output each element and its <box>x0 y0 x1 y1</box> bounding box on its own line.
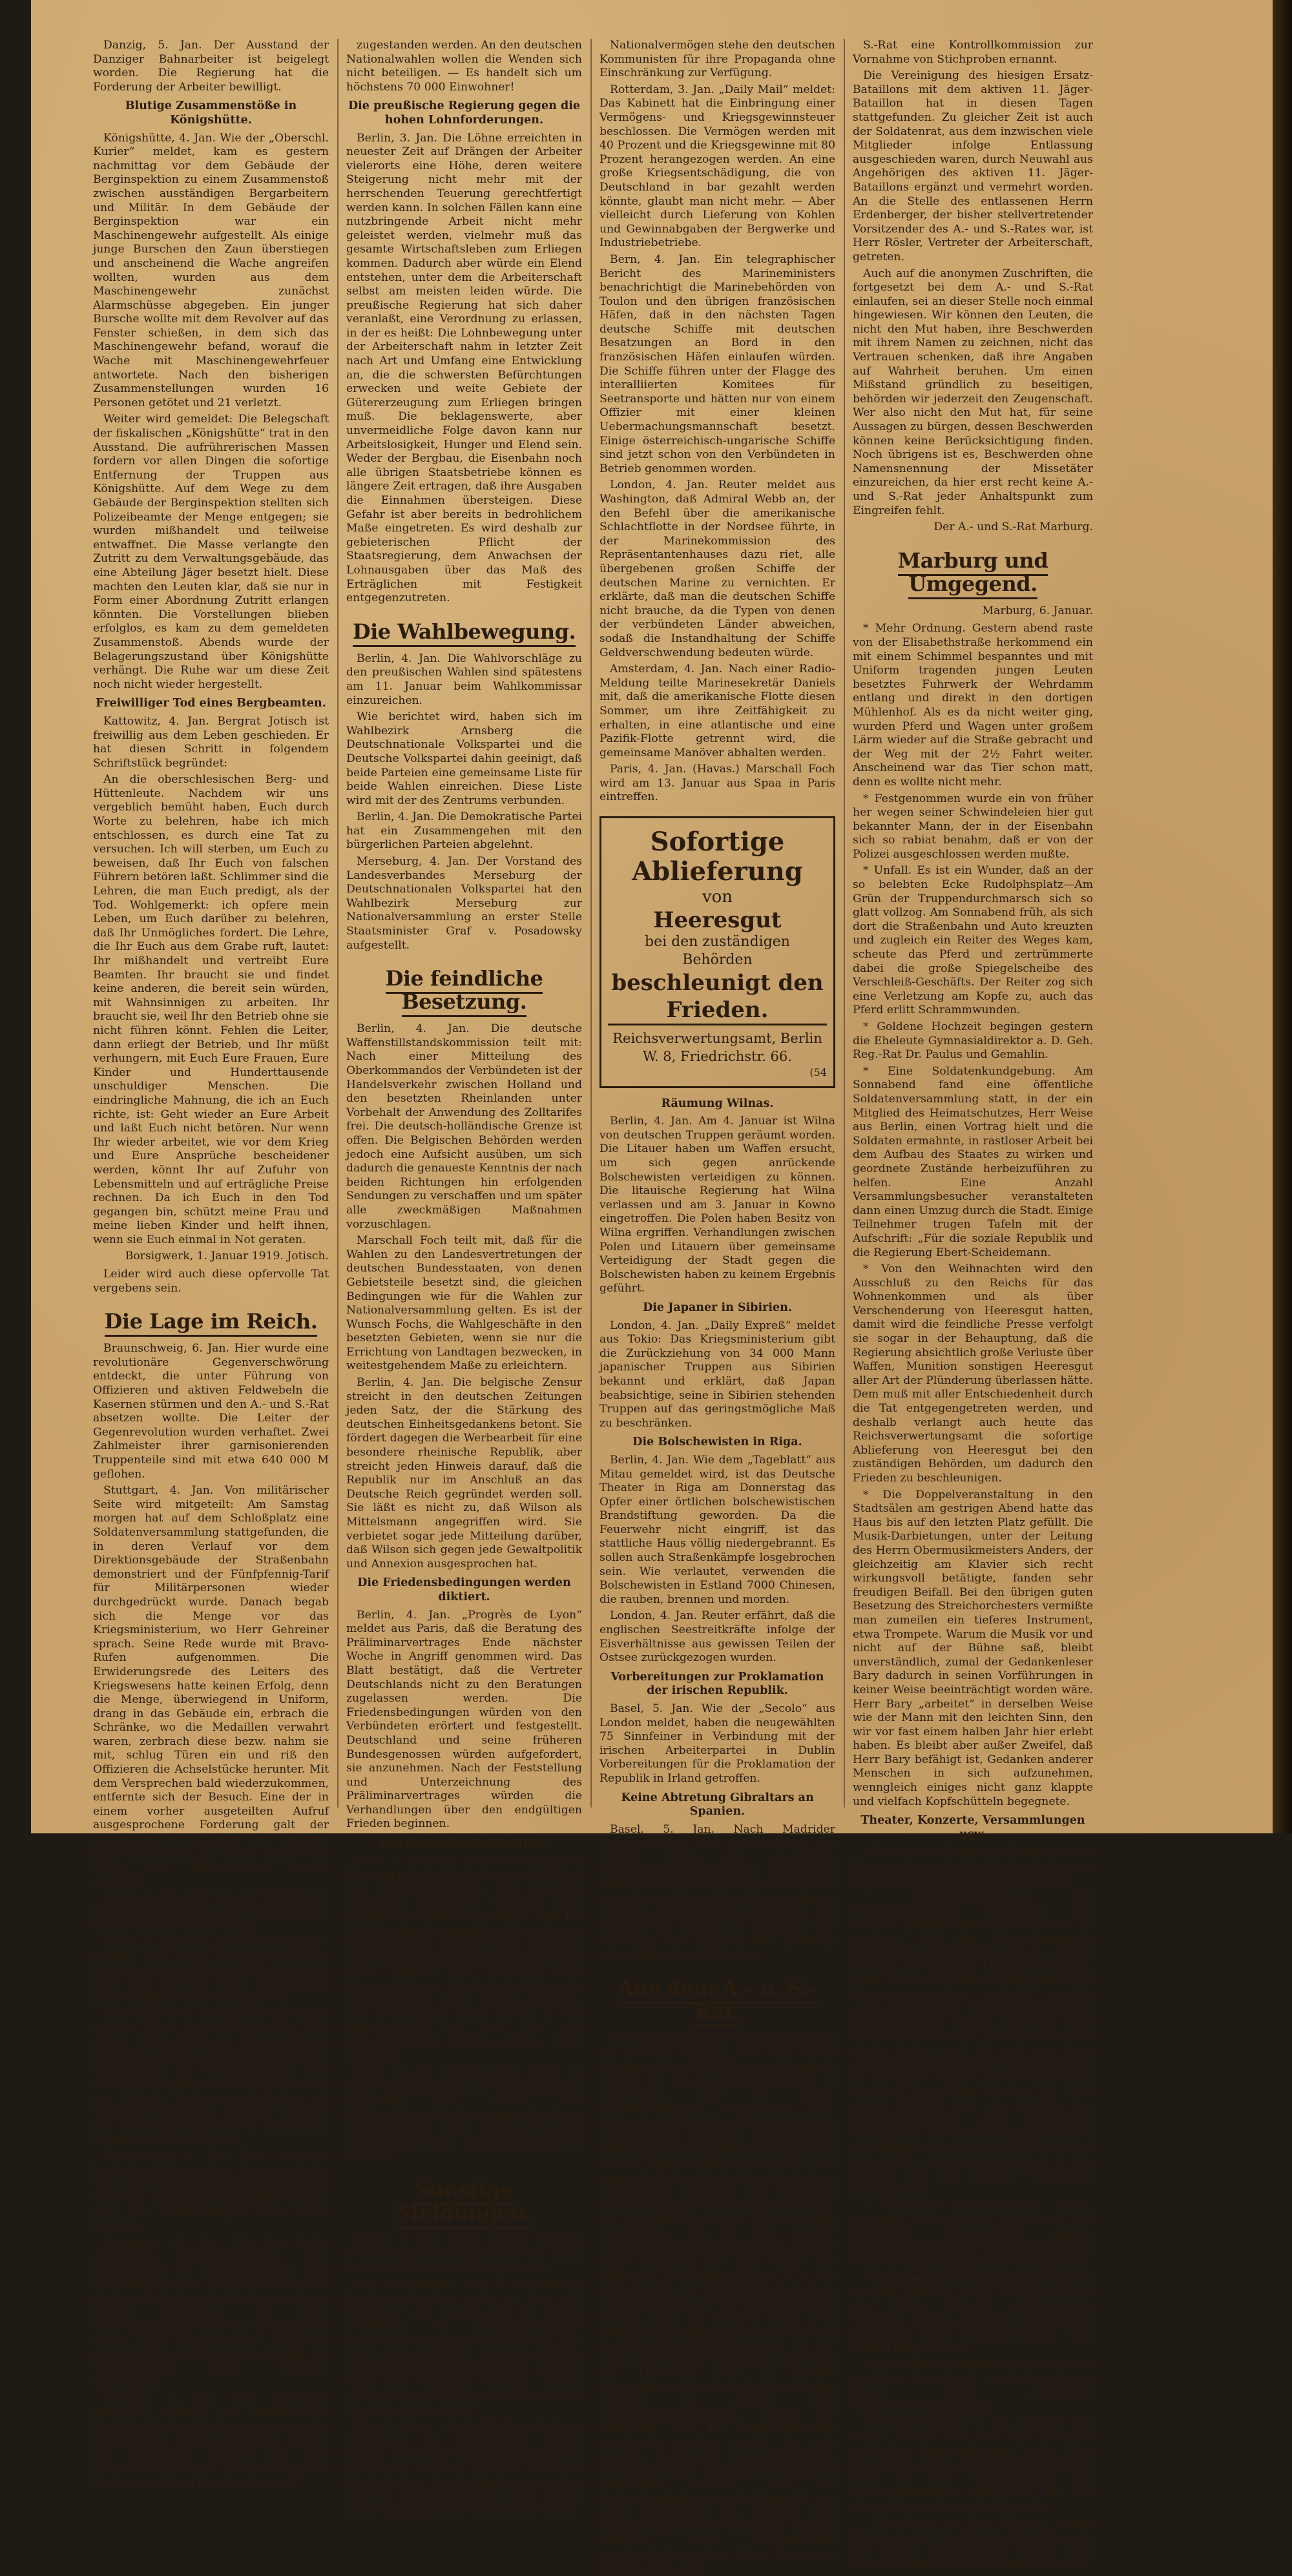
article-paragraph: Bern, 4. Jan. Ein telegraphischer Bericht des Marineministers benachrichtigt die Marinebehörden von Toulon und den übrigen französischen Häfen, daß in den nächsten Tagen deutsche Schiffe mit deutschen Besatzungen an Bord in den französischen Häfen einlaufen würden. Die Schiffe führen unter der Flagge des interalliierten Komitees für Seetransporte und hätten nur von einem Offizier mit einer kleinen Uebermachungsmannschaft besetzt. Einige österreichisch-ungarische Schiffe sind jetzt schon von den Verbündeten in Betrieb genommen worden. <box>599 252 835 475</box>
article-paragraph: . Hachborn, 4. Jan. Als im letzten Sommer auch in unseren Kirchlein auch die Glocke abgenommen wurde, hatte man dies in der Gemeinde sehr bedauert. <box>853 2517 1093 2572</box>
letter-signature: Borsigwerk, 1. Januar 1919. Jotisch. <box>125 1250 329 1263</box>
newspaper-page <box>31 0 1273 2575</box>
article-paragraph: * Deutsche Demokratische Partei. Dienstag abend 8 Uhr spricht in den Stadtsälen Bürgermeister Luppe-Frankfurt, der auf der Kandidatenliste für Hessen-Nassau steht. Siehe Anzeigenteil. <box>853 2200 1093 2269</box>
dateline: Marburg, 6. Januar. <box>982 604 1093 617</box>
article-paragraph: London, 4. Jan. Reuter erfährt, daß die englischen Seestreitkräfte infolge der Eisverhältnisse aus gewissen Teilen der Ostsee zurückgezogen wurden. <box>599 1609 835 1665</box>
article-subheading: Die Bolschewisten in Riga. <box>632 1436 802 1449</box>
article-paragraph: Paris, 4. Jan. (Havas.) Das „Echo de Paris“ sagt bezüglich der Uebergabe der Zeppeline auf Grund der Waffenstillstandsbedingungen, daß diese wahrscheinlich durch eigenes Personal nach England und Frankreich gefahren werden. <box>346 2066 582 2163</box>
section-heading: Sonstige Meldungen. <box>346 2178 582 2225</box>
column-divider <box>337 39 339 1808</box>
article-paragraph: Berlin, 4. Jan. Die deutsche Waffenstillstandskommission teilt mit: Nach einer Mitteilung des Oberkommandos der Verbündeten ist der Handelsverkehr zwischen Holland und den besetzten Rheinlanden unter Vorbehalt der Anwendung des Zolltarifes frei. Die deutsch-holländische Grenze ist offen. Die Belgischen Behörden werden jedoch eine Aufsicht ausüben, um sich dadurch die genaueste Kenntnis der nach beiden Richtungen hin erfolgenden Sendungen zu verschaffen und um später alle zweckmäßigen Maßnahmen vorzuschlagen. <box>346 1022 582 1231</box>
article-paragraph: Berlin, 4. Jan. Am 4. Januar ist Wilna von deutschen Truppen geräumt worden. Die Litauer haben um Waffen ersucht, um sich gegen anrückende Bolschewisten verteidigen zu können. Die litauische Regierung hat Wilna verlassen und am 3. Januar in Kowno eingetroffen. Die Polen haben Besitz von Wilna ergriffen. Verhandlungen zwischen Polen und Litauern über gemeinsame Verteidigung der Stadt gegen die Bolschewisten haben zu keinem Ergebnis geführt. <box>599 1115 835 1295</box>
section-heading: Die feindliche Besetzung. <box>346 967 582 1013</box>
column-1 <box>93 39 329 2489</box>
article-paragraph: * Goldene Hochzeit begingen gestern die Eheleute Gymnasialdirektor a. D. Geh. Reg.-Rat Dr. Paulus und Gemahlin. <box>853 1020 1093 1062</box>
article-paragraph: Vor kurzem ging die Mitteilung durch die hiesige Presse, daß der Stadt Marburg allein 23 000 Zentner Kartoffeln fehlten. Es ist als unverantwortlich zu bezeichnen, daß in dieser gewitterschwülen, erregbaren Zeit, solche beunruhigende Alarmnachrichten von berufener Seite der Oeffentlichkeit übergeben werden. Jeder Leser mußte in diesem Falle annehmen, daß für den augenblicklichen Bedarf der Stadt diese ungeheuren Summen an Kartoffeln ausfielen. Das ist durchaus nicht richtig, da der Stadt keinerlei Entbehrungen bevorstehen. Die 23 000 Zentner Kartoffeln sind der Restbestand, den der Kreis Marburg bis zum Ende des laufenden Verpflegungsjahres, d. h. bis August 1919, der hiesigen Stadt noch zu liefern hat. Und wie die Kreisverwaltung mitteilt, sind im hiesigen Kreis noch genügend Vorräte vorhanden. Die Stadt zu liefernden Kartoffeln ist so bei der Stadt noch immer vorhanden; aber weil die Lieferung jetzt in großen Einquartierung an dem Lande und den Mangel an Zufuhr- und Transportmöglichkeiten, infolge der Witterung, auf die Frühjahrsmonate verschoben werden mußte. Da sich einzelne Gemeinden geweigert haben, die festgesetzten Summen zu liefern, ist angeordnet worden, daß die Bestandsaufnahmen unter Kontrolle von einer Kommission des Arbeiter- und Bauernrates, Rat der Arbeiterrat und des Arbeiter- und Soldatenrates durchgeführt werden. Dem Bauernrat, die hiesige A.- und <box>599 2032 835 2575</box>
article-subheading: Theater, Konzerte, Versammlungen usw. <box>860 1814 1085 1841</box>
article-paragraph: Merseburg, 4. Jan. Der Vorstand des Landesverbandes Merseburg der Deutschnationalen Volkspartei hat den Wahlbezirk Merseburg zur Nationalversammlung an erster Stelle Staatsminister Graf v. Posadowsky aufgestellt. <box>346 855 582 952</box>
article-paragraph: Danzig, 5. Jan. Der Ausstand der Danziger Bahnarbeiter ist beigelegt worden. Die Regierung hat die Forderung der Arbeiter bewilligt. <box>93 39 329 94</box>
article-subheading: Die preußische Regierung gegen die hohen Lohnforderungen. <box>348 99 581 127</box>
article-paragraph: Berlin, 4. Jan. Die belgische Zensur streicht in den deutschen Zeitungen jeden Satz, der die Stärkung des deutschen Einheitsgedankens betont. Sie fördert dagegen die Werbearbeit für eine besondere rheinische Republik, aber streicht jeden Hinweis darauf, daß die Republik nur im Anschluß an das Deutsche Reich gegründet werden soll. Sie läßt es nicht zu, daß Wilson als Mittelsmann angegriffen wird. Sie verbietet sogar jede Mitteilung darüber, daß Wilson sich gegen jede Gewaltpolitik und Annexion ausgesprochen hat. <box>346 1376 582 1571</box>
article-paragraph: Berlin, 4. Jan. Prinz August Wilhelm von Preußen ist in den Dienst der Benz-Automobil-Gesellschaft eingetreten. <box>346 2233 582 2274</box>
article-paragraph: Rotterdam, 3. Jan. „Daily Mail“ meldet: Das Kabinett hat die Einbringung einer Vermögens- und Kriegsgewinnsteuer beschlossen. Die Vermögen werden mit 40 Prozent und die Kriegsgewinne mit 80 Prozent herangezogen werden. An eine große Kriegsentschädigung, die von Deutschland in bar gezahlt werden könnte, glaubt man nicht mehr. — Aber vielleicht durch Lieferung von Kohlen und Gewinnabgaben der Bergwerke und Industriebetriebe. <box>599 83 835 250</box>
article-signature: Der A.- und S.-Rat Marburg. <box>933 520 1093 534</box>
ad-connector: von <box>702 887 733 907</box>
article-paragraph: Wie berichtet wird, haben sich im Wahlbezirk Arnsberg die Deutschnationale Volkspartei und die Deutsche Volkspartei dahin geeinigt, daß beide Parteien eine gemeinsame Liste für beide Wahlen einreichen. Diese Liste wird mit der des Zentrums verbunden. <box>346 710 582 807</box>
column-4 <box>853 39 1093 2572</box>
section-heading: Marburg und Umgegend. <box>853 549 1093 595</box>
article-paragraph: Berlin, 4. Jan. Die Wahlvorschläge zu den preußischen Wahlen sind spätestens am 11. Januar beim Wahlkommissar einzureichen. <box>346 652 582 707</box>
article-subheading: Keine Abtretung Gibraltars an Spanien. <box>621 1791 814 1819</box>
article-paragraph: Basel, 4. Jan. „Daily Mail“ meldet aus Stockholm: Im Petersburger Sowjet wurde von dem Volksbeauftragten für Petersburg bekannt gegeben, daß die Revolution in Deutschland zu erwarten sei. Die Revolution könne nicht länger mehr aufgehalten werden. Das russische <box>346 2420 582 2517</box>
article-paragraph: Der Vorsitzende des v. Kleistschen Familienverbandes gibt in der „D. Tageszig.“ die Namen der im Kriege gefallenen 16 Familienmitglieder bekannt (darunter 2 Generäle) und fügt hinzu: Sie sind nicht umsonst gefallen, denn sie durften noch glauben, daß das Wort zur Wahrheit werden würde: „Nimmer wird das Reich zerstöret, wenn ihr einig seid und treu.“ <box>346 2278 582 2416</box>
article-paragraph: Berlin, 4. Jan. Die Demokratische Partei hat ein Zusammengehen mit den bürgerlichen Parteien abgelehnt. <box>346 810 582 852</box>
article-paragraph: * Eine Soldatenkundgebung. Am Sonnabend fand eine öffentliche Soldatenversammlung statt, in der ein Mitglied des Heimatschutzes, Herr Weise aus Berlin, einen Vortrag hielt und die Soldaten ermahnte, in rastloser Arbeit bei dem Aufbau des Staates zu wirken und geordnete Zustände herbeizuführen zu helfen. Eine Anzahl Versammlungsbesucher veranstalteten dann einen Umzug durch die Stadt. Einige Teilnehmer trugen Tafeln mit der Aufschrift: „Für die soziale Republik und die Regierung Ebert-Scheidemann. <box>853 1064 1093 1259</box>
article-paragraph: * Mehr Ordnung. Gestern abend raste von der Elisabethstraße herkommend ein mit einem Schimmel bespanntes und mit Uniform tragenden jungen Leuten besetztes Fuhrwerk der Wehrdamm entlang und direkt in den dortigen Mühlenhof. Als es da nicht weiter ging, wurden Pferd und Wagen unter großem Lärm wieder auf die Straße gebracht und der Weg mit der 2½ Fahrt weiter. Anscheinend war das Tier schon matt, denn es wollte nicht mehr. <box>853 622 1093 788</box>
advertisement-box <box>599 816 835 1088</box>
ad-main-line: Heeresgut <box>653 907 782 934</box>
article-paragraph: Die Vereinigung des hiesigen Ersatz-Bataillons mit dem aktiven 11. Jäger-Bataillon hat in diesen Tagen stattgefunden. Zu gleicher Zeit ist auch der Soldatenrat, aus dem inzwischen viele Mitglieder infolge Entlassung ausgeschieden waren, durch Neuwahl aus Angehörigen des aktiven 11. Jäger-Bataillons ergänzt und vermehrt worden. An die Stelle des entlassenen Herrn Erdenberger, der bisher stellvertretender Vorsitzender des A.- und S.-Rates war, ist Herr Rösler, Vertreter der Arbeiterschaft, getreten. <box>853 69 1093 263</box>
article-paragraph: An die oberschlesischen Berg- und Hüttenleute. Nachdem wir uns vergeblich bemüht haben, Euch durch Worte zu belehren, habe ich mich entschlossen, es durch eine Tat zu versuchen. Ich will sterben, um Euch zu beweisen, daß Ihr Euch von falschen Führern betören laßt. Schlimmer sind die Lehren, die man Euch predigt, als der Tod. Wohlgemerkt: ich opfere mein Leben, um Euch darüber zu belehren, daß Ihr Unmögliches fordert. Die Lehre, die Ihr Euch aus dem Grabe ruft, lautet: Ihr mißhandelt und vertreibt Eure Beamten. Ihr braucht sie und findet keine anderen, die bereit sein würden, mit Wahnsinnigen zu arbeiten. Ihr braucht sie, weil Ihr den Betrieb ohne sie nicht führen könnt. Fehlen die Leiter, dann erliegt der Betrieb, und Ihr müßt verhungern, mit Euch Eure Frauen, Eure Kinder und Hunderttausende unschuldiger Menschen. Die eindringliche Mahnung, die ich an Euch richte, ist: Geht wieder an Eure Arbeit und laßt Euch nicht betören. Nur wenn Ihr wieder arbeitet, wie vor dem Krieg und Eure Ansprüche bescheidener werden, könnt Ihr auf Zufuhr von Lebensmitteln und auf erträgliche Preise rechnen. Da ich Euch in den Tod gegangen bin, schützt meine Frau und meine lieben Kinder und helft ihnen, wenn sie Euch einmal in Not geraten. <box>93 773 329 1246</box>
article-paragraph: * Volkstümlicher Vortragsabend. Auf die morgen Dienstag abend 8 Uhr im Saale des Kaffee Quentin stattfindenden Vorträge unseres beliebten heimischen Künstlers, Herrn Philipp Ströbel, wird einmal hingewiesen. <box>853 2272 1093 2355</box>
article-paragraph: Königshütte, 4. Jan. Wie der „Oberschl. Kurier“ meldet, kam es gestern nachmittag vor dem Gebäude der Berginspektion zu einem Zusammenstoß zwischen ausständigen Bergarbeitern und Militär. In dem Gebäude der Berginspektion war ein Maschinengewehr aufgestellt. Als einige junge Burschen den Zaun überstiegen und anscheinend die Wache angreifen wollten, wurden aus dem Maschinengewehr zunächst Alarmschüsse abgegeben. Ein junger Bursche wollte mit dem Revolver auf das Fenster schießen, in dem sich das Maschinengewehr befand, worauf die Wache mit Maschinengewehrfeuer antwortete. Nach den bisherigen Zusammenstellungen wurden 16 Personen getötet und 21 verletzt. <box>93 131 329 409</box>
article-paragraph: Königsberg, 3. Jan. Der weilende Landwirtschaftsminister Braun äußerte sich: Mit Polen wird es hier nicht soweit, wenn wir militärisch eingegriffen hätten, was die Unabhängigen aber nicht zuließen. <box>93 2150 329 2233</box>
column-divider <box>844 39 845 1808</box>
article-paragraph: * Der landwirtschaftliche Verein hält am nächsten Sonnabend im Lederer'schen Saale seine diesjährige Wintersversammlung ab. <box>853 2358 1093 2413</box>
section-heading: Aus dem A.- u. S.-Rat. <box>599 1977 835 2023</box>
article-paragraph: Berlin, 3. Jan. Die Löhne erreichten in neuester Zeit auf Drängen der Arbeiter vielerorts eine Höhe, deren weitere Steigerung nicht mehr mit der herrschenden Teuerung gerechtfertigt werden kann. In solchen Fällen kann eine nutzbringende Arbeit nicht mehr geleistet werden, vielmehr muß das gesamte Wirtschaftsleben zum Erliegen kommen. Dadurch aber würde ein Elend entstehen, unter dem die Arbeiterschaft selbst am meisten leiden würde. Die preußische Regierung hat sich daher veranlaßt, eine Verordnung zu erlassen, in der es heißt: Die Lohnbewegung unter der Arbeiterschaft nahm in letzter Zeit nach Art und Umfang eine Entwicklung an, die die schwersten Befürchtungen erwecken und weite Gebiete der Gütererzeugung zum Erliegen bringen muß. Die beklagenswerte, aber unvermeidliche Folge davon kann nur Arbeitslosigkeit, Hunger und Elend sein. Weder der Bergbau, die Eisenbahn noch alle übrigen Staatsbetriebe können es längere Zeit ertragen, daß ihre Ausgaben die Einnahmen übersteigen. Diese Gefahr ist aber bereits in bedrohlichem Maße eingetreten. Es wird deshalb zur gebieterischen Pflicht der Staatsregierung, dem Anwachsen der Lohnausgaben über das Maß des Erträglichen mit Festigkeit entgegenzutreten. <box>346 131 582 605</box>
article-paragraph: London, 4. Jan. Reuter meldet aus Washington, daß Admiral Webb an, der den Befehl über die amerikanische Schlachtflotte in der Nordsee führte, in der Marinekommission des Repräsentantenhauses dazu riet, alle übergebenen großen Schiffe der deutschen Marine zu vernichten. Er erklärte, daß man die deutschen Schiffe nicht brauche, da die Typen von denen der verbündeten Länder abweichen, sodaß die Instandhaltung der Schiffe Geldverschwendung bedeuten würde. <box>599 479 835 659</box>
ad-slogan: beschleunigt den Frieden. <box>608 969 827 1025</box>
article-subheading: Die Japaner in Sibirien. <box>643 1301 792 1314</box>
section-heading: Die Wahlbewegung. <box>346 620 582 643</box>
article-paragraph: * Die Doppelveranstaltung in den Stadtsälen am gestrigen Abend hatte das Haus bis auf den letzten Platz gefüllt. Die Musik-Darbietungen, unter der Leitung des Herrn Obermusikmeisters Anders, der gleichzeitig am Klavier sich recht wirkungsvoll betätigte, fanden sehr freudigen Beifall. Bei den übrigen guten Besetzung des Streichorchesters vermißte man zumeilen ein tieferes Instrument, etwa Trompete. Warum die Musik vor und nicht auf der Bühne saß, bleibt unverständlich, zumal der Gedankenleser Bary dadurch in seinen Vorführungen in keiner Weise beeinträchtigt worden wäre. Herr Bary „arbeitet“ in derselben Weise wie der Mann mit den leichten Sinn, den wir vor fast einem halben Jahr hier erlebt haben. Es bleibt aber außer Zweifel, daß Herr Bary befähigt ist, Gedanken anderer Menschen in sich aufzunehmen, wenngleich einiges nicht ganz klappte und vielfach Kopfschütteln begegnete. <box>853 1488 1093 1808</box>
article-paragraph: * Festgenommen wurde ein von früher her wegen seiner Schwindeleien hier gut bekannter Mann, der in der Eisenbahn sich so rabiat benahm, daß er von der Polizei ausgeschlossen werden mußte. <box>853 792 1093 861</box>
article-paragraph: Marschall Foch teilt mit, daß für die Wahlen zu den Landesvertretungen der deutschen Bundesstaaten, von denen Gebietsteile besetzt sind, die gleichen Bedingungen wie für die Wahlen zur Nationalversammlung gelten. Es ist der Wunsch Fochs, die Wahlgeschäfte in den besetzten Gebieten, wenn sie nur die Errichtung von Landtagen bezwecken, in weitestgehendem Maße zu erleichtern. <box>346 1234 582 1373</box>
article-paragraph: Hamburg, 4. Jan. Die für heute angesetzte Volksversammlung aller Soldatenräte in Hamburg-Altona und Umgebung zweck Einigung unter den drei sozialistischen Richtungen verlief in großer Erregung. In einer Beschlußfassung kam es infolgedessen nicht. Nach weitgehenden heftigsten gegenseitigen Anfeindungen gingen die Versammelten ohne Ergebnis auseinander. <box>93 2236 329 2389</box>
ad-title: Sofortige Ablieferung <box>632 827 803 887</box>
article-paragraph: Paris, 4. Jan. (Havas.) Marschall Foch wird am 13. Januar aus Spaa in Paris eintreffen. <box>599 763 835 804</box>
ad-sub-line: bei den zuständigen Behörden <box>645 934 790 969</box>
ad-code: (54 <box>809 1066 827 1079</box>
article-subheading: Räumung Wilnas. <box>661 1097 774 1110</box>
article-paragraph: Stuttgart, 4. Jan. Von militärischer Seite wird mitgeteilt: Am Samstag morgen hat auf dem Schloßplatz eine Soldatenversammlung stattgefunden, die in deren Verlauf vor dem Direktionsgebäude der Straßenbahn demonstriert und der Fünfpfennig-Tarif für Militärpersonen wieder durchgedrückt wurde. Danach begab sich die Menge vor das Kriegsministerium, wo Herr Gehreiner sprach. Seine Rede wurde mit Bravo-Rufen aufgenommen. Die Erwiderungsrede des Leiters des Kriegswesens hatte keinen Erfolg, denn die Menge, überwiegend in Uniform, drang in das Gebäude ein, erbrach die Schränke, wo die Medaillen verwahrt waren, zerbrach diese bezw. nahm sie mit, schlug Türen ein und riß den Offizieren die Achselstücke herunter. Mit dem Versprechen bald wiederzukommen, entfernte sich der Besuch. Eine der in einem vorher ausgeteilten Aufruf ausgesprochene Forderung galt der Entfernung der Offiziere. Der Soldaten- und Arbeiterrat, an seiner Spitze der Leiter des Kriegswesens, waren machtlos. <box>93 1484 329 1888</box>
article-paragraph: * Deutsche Volkspartei. Heute abend 8 Uhr spricht in den Stadtsälen Geheimrat Rießer, Vorsitzender des Hansabundes. <box>853 1846 1093 1887</box>
page-edge <box>1273 0 1292 1833</box>
article-paragraph: S.-Rat eine Kontrollkommission zur Vornahme von Stichproben ernannt. <box>853 39 1093 66</box>
article-paragraph: Basel, 5. Jan. Nach Madrider „Informationen“ hat das Ergebnis der Pariser Reise des spanischen Ministerpräsidenten Grafen Romanones Enttäuschung hervorgerufen. Romanones versuchte in Paris durch Zugeständnisse Spaniens in Marokko die Rückgabe von Gibraltar an Spanien zu erlangen. Wie verlautet, hat England die Erfüllung dieses Wunsches abgelehnt. <box>599 1822 835 1962</box>
article-subheading: Die Friedensbedingungen werden diktiert. <box>357 1576 571 1603</box>
article-paragraph: Dresden, 3. Jan. Der „Dresdner Anzeiger“ meldet aus zuverlässiger Quelle, daß die Wenden einen eigenen Oberlausitzer Freistaat gründen wollen. Sie verhandeln darüber mit dem Verband, und es soll ihnen ein eigener Vertreter auf dem Friedenskongreß <box>93 2392 329 2489</box>
article-paragraph: Berlin, 4. Jan. Die „Deutsche Allg. Ztg.“ meldet, daß nach Informationen der Reichsregierung Radek Berlin verlassen habe und daß von einer Unwesenheit Joffes in Berlin nichts bekannt sei. <box>93 1935 329 2004</box>
article-paragraph: * Von den Weihnachten wird den Ausschluß zu den Reichs für das Wohnenkommen und als über Verschenderung von Heeresgut hatten, damit wird die feindliche Presse verfolgt sie sogar in der Behauptung, daß die Regierung absichtlich große Verluste über Waffen, Munition sonstigen Heeresgut aller Art der Plünderung überlassen hätte. Dem muß mit aller Entschiedenheit durch die Tat entgegengetreten werden, und deshalb verlangt auch heute das Reichsverwertungsamt die sofortige Ablieferung von Heeresgut bei den zuständigen Behörden, um dadurch den Frieden zu beschleunigen. <box>853 1262 1093 1485</box>
article-paragraph: Berlin, 4. Jan. Ein Teil der Weinhäuser hat den Kellnern ein festes monatliches Gehalt von 1000 M bewilligt. <box>93 1891 329 1932</box>
article-paragraph: Bern, 4. Jan. Der „Matin“ verlangt die Herausgabe der Zeppeline vor Abschluß des Friedensvertrages. Die neuesten deutschen Zeppeline könnten jetzt stündlich 90 Klm. zurücklegen und für 100 Stunden Brennstoff an Bord führen. Die Luftschiffe könnten 9000 Kilometer ohne Zwischenlandung zurücklegen und somit bequem von Hamburg nach Newyork fahren. Die Entente könne die Verwirklichung eines solchen Projekts, das Deutschland einen Vorteil in der Beherrschung der Luft und auf wirtschaftlichem Gebiete sichere, nicht zulassen. <box>346 1854 582 2063</box>
article-subheading: Vorbereitungen zur Proklamation der irischen Republik. <box>610 1670 824 1698</box>
article-paragraph: Weiter wird gemeldet: Die Belegschaft der fiskalischen „Königshütte“ trat in den Ausstand. Die aufrührerischen Massen fordern vor allen Dingen die sofortige Entfernung der Truppen aus Königshütte. Auf dem Wege zu dem Gebäude der Berginspektion stellten sich Polizeibeamte der Menge entgegen; sie wurden mißhandelt und teilweise entwaffnet. Die Masse verlangte den Zutritt zu dem Verwaltungsgebäude, das eine Abteilung Jäger besetzt hielt. Diese machten den Leuten klar, daß sie nur in Form einer Abordnung Zutritt erlangen könnten. Die Vorstellungen blieben erfolglos, es kam zu dem gemeldeten Zusammenstoß. Abends wurde der Belagerungszustand über Königshütte verhängt. Die Ruhe war um diese Zeit noch nicht wieder hergestellt. <box>93 413 329 691</box>
article-paragraph: Nationalvermögen stehe den deutschen Kommunisten für ihre Propaganda ohne Einschränkung zur Verfügung. <box>599 39 835 80</box>
article-paragraph: Leider wird auch diese opfervolle Tat vergebens sein. <box>93 1268 329 1295</box>
article-paragraph: * Frauenversammlung der Deutschnationalen Volkspartei. Wir werden gebeten darauf aufmerksam zu machen, daß die Deutschnationale Volkspartei am Dienstag, den 7., abends 8½ Uhr, im Gasthaus Lederer, Reitgasse, nicht nur ihre weiblichen Mitglieder zur Frauenversammlung einladet, sondern auch alle anderen Frauen und Mädchen Marburgs aller Stände, die zwar nicht Mitglieder aber doch Gesinnungsfreunde dieser Partei sind. Es soll eine freie Aussprache über die heute für uns Frauen so wichtigen Fragen, die in die Frauen belebten, angestrebt werden. Es wird durch Vortrag über die Vorzüge des Frauen-Wahlrechts eine Aussprache anschließen. Es wird eine Ansprache über die Aufgaben der Frauen in der Partei von Demokratie und Frauenmitarbeit in den Städten und die deutsche Volkspartei hinausgehen. <box>853 1890 1093 2196</box>
article-subheading: Blutige Zusammenstöße in Königshütte. <box>125 99 297 127</box>
article-subheading: Die deutschen Luftschiffe. <box>380 1837 548 1850</box>
article-paragraph: zugestanden werden. An den deutschen Nationalwahlen wollen die Wenden sich nicht beteiligen. — Es handelt sich um höchstens 70 000 Einwohner! <box>346 39 582 94</box>
article-paragraph: Berlin, 4. Jan. Wie dem „Tageblatt“ aus Mitau gemeldet wird, ist das Deutsche Theater in Riga am Donnerstag das Opfer einer örtlichen bolschewistischen Brandstiftung geworden. Da die Feuerwehr nicht eingriff, ist das stattliche Haus völlig niedergebrannt. Es sollen auch Straßenkämpfe losgebrochen sein. Wie verlautet, verwenden die Bolschewisten in Estland 7000 Chinesen, die rauben, brennen und morden. <box>599 1453 835 1606</box>
article-subheading: Freiwilliger Tod eines Bergbeamten. <box>96 697 326 710</box>
article-paragraph: Amsterdam, 4. Jan. Nach einer Radio-Meldung teilte Marinesekretär Daniels mit, daß die amerikanische Flotte diesen Sommer, um ihre Zeitfähigkeit zu erhalten, in eine atlantische und eine Pazifik-Flotte getrennt wird, die gemeinsame Manöver abhalten werden. <box>599 663 835 759</box>
article-paragraph: Bemerkenswert ist folgende Zuschrift, die der „Voss. Ztg.“ erhalten hat: Eine starke Minderheit der Marinedivision wünschte, daß sie keine Tagesdiebe sind, Verwendung im Ostgrenzschutz. Die Führer bekämpfen aber diesen Plan, teils aus Furcht, teils aus Hoffnung auf sonstige Verwendung. Mit dem Gelingen zur Unterstützung unseres Gedankens. Matrosen auf nach Posen! <box>93 2008 329 2147</box>
column-2 <box>346 39 582 2517</box>
article-paragraph: Kattowitz, 4. Jan. Bergrat Jotisch ist freiwillig aus dem Leben geschieden. Er hat diesen Schritt in folgendem Schriftstück begründet: <box>93 714 329 770</box>
article-paragraph: (!) Ockershausen, 5. Jan. Gestern und heute fanden hier drei gut besuchte politische Versammlungen statt. Eine besonders eifrige Aussprache entwickelte sich in der Versammlung der Deutschnationalen Volkspartei, die von Herrn Pfarrer Hinz geleitet wurde. <box>853 2416 1093 2513</box>
article-paragraph: Berlin, 4. Jan. „Progrès de Lyon“ meldet aus Paris, daß die Beratung des Präliminarvertrages Ende nächster Woche in Angriff genommen wird. Das Blatt bestätigt, daß die Vertreter Deutschlands nicht zu den Beratungen zugelassen werden. Die Friedensbedingungen würden von den Verbündeten erörtert und festgestellt. Deutschland und seine früheren Bundesgenossen würden aufgefordert, sie anzunehmen. Nach der Feststellung und Unterzeichnung des Präliminarvertrages würden die Verhandlungen über den endgültigen Frieden beginnen. <box>346 1608 582 1831</box>
article-paragraph: Basel, 5. Jan. Wie der „Secolo“ aus London meldet, haben die neugewählten 75 Sinnfeiner in Verbindung mit der irischen Arbeiterpartei in Dublin Vorbereitungen für die Proklamation der Republik in Irland getroffen. <box>599 1702 835 1785</box>
column-3 <box>599 39 835 2575</box>
article-paragraph: Braunschweig, 6. Jan. Hier wurde eine revolutionäre Gegenverschwörung entdeckt, die unter Führung von Offizieren und aktiven Feldwebeln die Kasernen stürmen und den A.- und S.-Rat absetzen wollte. Die Leiter der Gegenrevolution wurden verhaftet. Zwei Zahlmeister ihrer garnisonierenden Truppenteile sind mit etwa 640 000 M geflohen. <box>93 1342 329 1481</box>
article-paragraph: * Unfall. Es ist ein Wunder, daß an der so belebten Ecke Rudolphsplatz—Am Grün der Truppendurchmarsch sich so glatt vollzog. Am Sonnabend früh, als sich dort die Straßenbahn und Auto kreuzten und zugleich ein Reiter des Weges kam, scheute das Pferd und zertrümmerte dabei die große Spiegelscheibe des Verschleiß-Geschäfts. Der Reiter zog sich eine Verletzung am Kopfe zu, auch das Pferd erlitt Schrammwunden. <box>853 864 1093 1017</box>
section-heading: Die Lage im Reich. <box>93 1310 329 1333</box>
article-paragraph: Auch auf die anonymen Zuschriften, die fortgesetzt bei dem A.- und S.-Rat einlaufen, sei an dieser Stelle noch einmal hingewiesen. Wir können den Leuten, die nicht den Mut haben, ihre Beschwerden mit ihrem Namen zu zeichnen, nicht das Vertrauen schenken, daß ihre Angaben auf Wahrheit beruhen. Um einen Mißstand gründlich zu beseitigen, behörden wir jederzeit den Zeugenschaft. Wer also nicht den Mut hat, für seine Aussagen zu bürgen, dessen Beschwerden können keine Berücksichtigung finden. Noch übrigens ist es, Beschwerden ohne Namensnennung der Missetäter einzureichen, da hier erst recht keine A.- und S.-Rat jeder Anhaltspunkt zum Eingreifen fehlt. <box>853 267 1093 517</box>
article-paragraph: London, 4. Jan. „Daily Expreß“ meldet aus Tokio: Das Kriegsministerium gibt die Zurückziehung von 34 000 Mann japanischer Truppen aus Sibirien bekannt und erklärt, daß Japan beabsichtige, seine in Sibirien stehenden Truppen auf das geringstmögliche Maß zu beschränken. <box>599 1319 835 1430</box>
column-divider <box>590 39 592 1808</box>
ad-address: Reichsverwertungsamt, Berlin W. 8, Friedrichstr. 66. <box>612 1031 822 1065</box>
